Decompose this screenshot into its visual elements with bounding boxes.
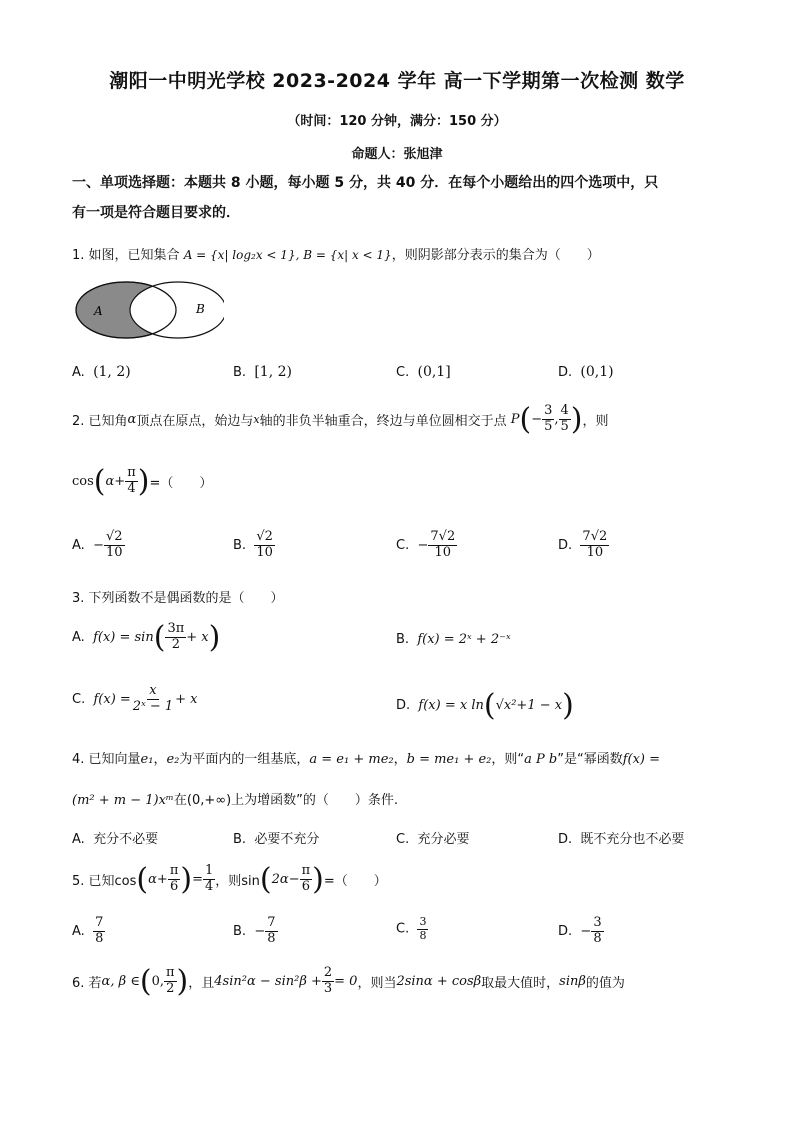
q5-option-a[interactable]: A. $\frac{7}{8}$ xyxy=(72,915,104,946)
q4-vector-e2: e₂ xyxy=(166,752,180,767)
q2-point-y: $\frac{4}{5}$ xyxy=(560,403,569,434)
q2-option-b[interactable]: B. $\frac{√2}{10}$ xyxy=(233,529,273,560)
question-3: 3. 下列函数不是偶函数的是（ ） xyxy=(72,591,284,606)
q1-option-c[interactable]: C. (0,1] xyxy=(396,364,451,380)
exam-subtitle: （时间：120 分钟，满分：150 分） xyxy=(287,114,507,129)
question-2: 2. 已知角α顶点在原点，始边与x轴的非负半轴重合，终边与单位圆相交于点 P(− $\frac{3}{5}$ , $\frac{4}{5}$ )，则 xyxy=(72,402,609,437)
q1-prefix: 1. 如图，已知集合 xyxy=(72,248,180,263)
q4-option-b[interactable]: B. 必要不充分 xyxy=(233,832,320,847)
q1-venn-diagram xyxy=(72,280,224,342)
q3-option-d[interactable]: D. f(x) = x ln(√x²+1 − x) xyxy=(396,688,574,723)
q5-option-b[interactable]: B. − $\frac{7}{8}$ xyxy=(233,915,276,946)
q5-option-c[interactable]: C. $\frac{3}{8}$ xyxy=(396,915,427,942)
q1-option-a[interactable]: A. (1, 2) xyxy=(72,364,131,380)
q3-option-c[interactable]: C. f(x) = $\frac{x}{\text{2ˣ − 1}}$ + x xyxy=(72,683,198,714)
q4-option-d[interactable]: D. 既不充分也不必要 xyxy=(558,832,685,847)
q4-vector-e1: e₁ xyxy=(140,752,154,767)
exam-title: 潮阳一中明光学校 2023-2024 学年 高一下学期第一次检测 数学 xyxy=(109,70,685,92)
question-5: 5. 已知cos(α+ $\frac{\pi}{6}$ )= $\frac{1}{4}$ ，则sin(2α− $\frac{\pi}{6}$ )=（ ） xyxy=(72,862,387,897)
section-heading-line2: 有一项是符合题目要求的． xyxy=(72,205,240,221)
venn-label-a: A xyxy=(94,304,103,318)
q3-option-a[interactable]: A. f(x) = sin( $\frac{3\pi}{2}$ + x) xyxy=(72,620,221,655)
q1-option-b[interactable]: B. [1, 2) xyxy=(233,364,292,380)
question-2-line2: cos(α+ $\frac{\pi}{4}$ )=（ ） xyxy=(72,464,213,499)
section-heading-line1: 一、单项选择题：本题共 8 小题，每小题 5 分，共 40 分．在每个小题给出的四个选项中，只 xyxy=(72,175,659,191)
question-4-line2: (m² + m − 1)xᵐ在(0,+∞)上为增函数”的（ ）条件. xyxy=(72,793,399,808)
exam-author: 命题人：张旭津 xyxy=(351,147,443,162)
q4-option-a[interactable]: A. 充分不必要 xyxy=(72,832,159,847)
q1-set-a: A = {x| log₂x < 1} xyxy=(183,248,296,262)
q3-option-b[interactable]: B. f(x) = 2ˣ + 2⁻ˣ xyxy=(396,632,511,647)
question-6: 6. 若α, β ∈(0, $\frac{\pi}{2}$ )，且4sin²α − sin²β + $\frac{2}{3}$ = 0，则当2sinα + cosβ取最大值时，sinβ的值为 xyxy=(72,964,625,999)
venn-label-b: B xyxy=(196,302,205,316)
q4-option-c[interactable]: C. 充分必要 xyxy=(396,832,470,847)
question-4: 4. 已知向量e₁，e₂为平面内的一组基底，a = e₁ + me₂，b = me₁ + e₂，则“a P b”是“幂函数f(x) = xyxy=(72,752,661,767)
q2-option-c[interactable]: C. − $\frac{7√2}{10}$ xyxy=(396,529,456,560)
q2-option-d[interactable]: D. $\frac{7√2}{10}$ xyxy=(558,529,608,560)
question-1 xyxy=(72,244,600,263)
q2-option-a[interactable]: A. − $\frac{√2}{10}$ xyxy=(72,529,123,560)
q2-point-x: $\frac{3}{5}$ xyxy=(544,403,553,434)
q1-option-d[interactable]: D. (0,1) xyxy=(558,364,614,380)
q1-suffix: ，则阴影部分表示的集合为（ ） xyxy=(391,248,600,263)
q5-option-d[interactable]: D. − $\frac{3}{8}$ xyxy=(558,915,602,946)
q1-set-b: , B = {x| x < 1} xyxy=(295,248,392,262)
